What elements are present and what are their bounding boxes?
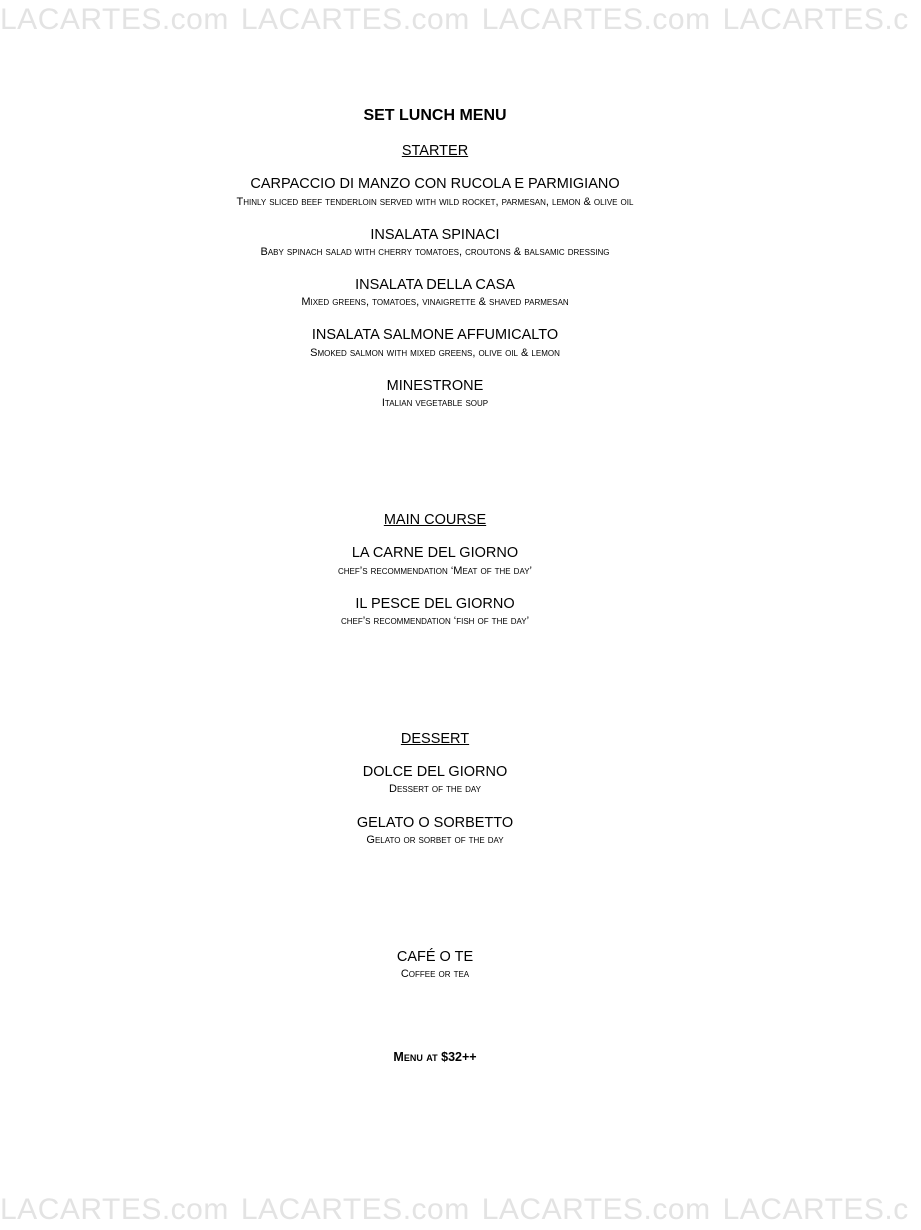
dish-description: Dessert of the day [389, 783, 481, 795]
dish-name: LA CARNE DEL GIORNO [351, 545, 519, 561]
dish-description: Smoked salmon with mixed greens, olive oil & lemon [310, 347, 560, 359]
dish-name: CARPACCIO DI MANZO CON RUCOLA E PARMIGIANO [250, 176, 620, 192]
dish-description: Gelato or sorbet of the day [366, 834, 504, 846]
dish-description: Mixed greens, tomatoes, vinaigrette & shaved parmesan [301, 296, 569, 308]
dish-description: chef’s recommendation ‘fish of the day’ [340, 615, 530, 627]
watermark-text: LACARTES.c [722, 1193, 909, 1226]
watermark-text: LACARTES.c [722, 3, 909, 36]
dish-name: INSALATA SPINACI [370, 227, 500, 243]
dish-name: GELATO O SORBETTO [356, 815, 514, 831]
watermark-bottom [0, 1190, 909, 1230]
menu-price: Menu at $32++ [393, 1050, 477, 1064]
watermark-text: LACARTES.com [481, 1193, 711, 1226]
watermark-text: LACARTES.com [240, 3, 470, 36]
dish-name: IL PESCE DEL GIORNO [355, 596, 515, 612]
dish-description: chef’s recommendation ‘Meat of the day’ [337, 565, 532, 577]
section-heading-starter: STARTER [401, 143, 469, 159]
dish-description: Coffee or tea [400, 968, 470, 980]
watermark-text: LACARTES.com [481, 3, 711, 36]
menu-title: SET LUNCH MENU [363, 107, 507, 124]
watermark-text: LACARTES.com [240, 1193, 470, 1226]
dish-description: Italian vegetable soup [381, 397, 489, 409]
dish-description: Baby spinach salad with cherry tomatoes, croutons & balsamic dressing [260, 246, 610, 258]
dish-name: CAFÉ O TE [396, 949, 474, 965]
section-heading-dessert: DESSERT [400, 731, 470, 747]
watermark-top [0, 0, 909, 40]
watermark-text: LACARTES.com [0, 3, 229, 36]
dish-name: INSALATA DELLA CASA [355, 277, 515, 293]
dish-name: INSALATA SALMONE AFFUMICALTO [311, 327, 559, 343]
section-heading-main-course: MAIN COURSE [383, 512, 487, 528]
dish-name: MINESTRONE [386, 378, 484, 394]
dish-description: Thinly sliced beef tenderloin served with wild rocket, parmesan, lemon & olive oil [236, 196, 634, 208]
watermark-text: LACARTES.com [0, 1193, 229, 1226]
dish-name: DOLCE DEL GIORNO [362, 764, 508, 780]
